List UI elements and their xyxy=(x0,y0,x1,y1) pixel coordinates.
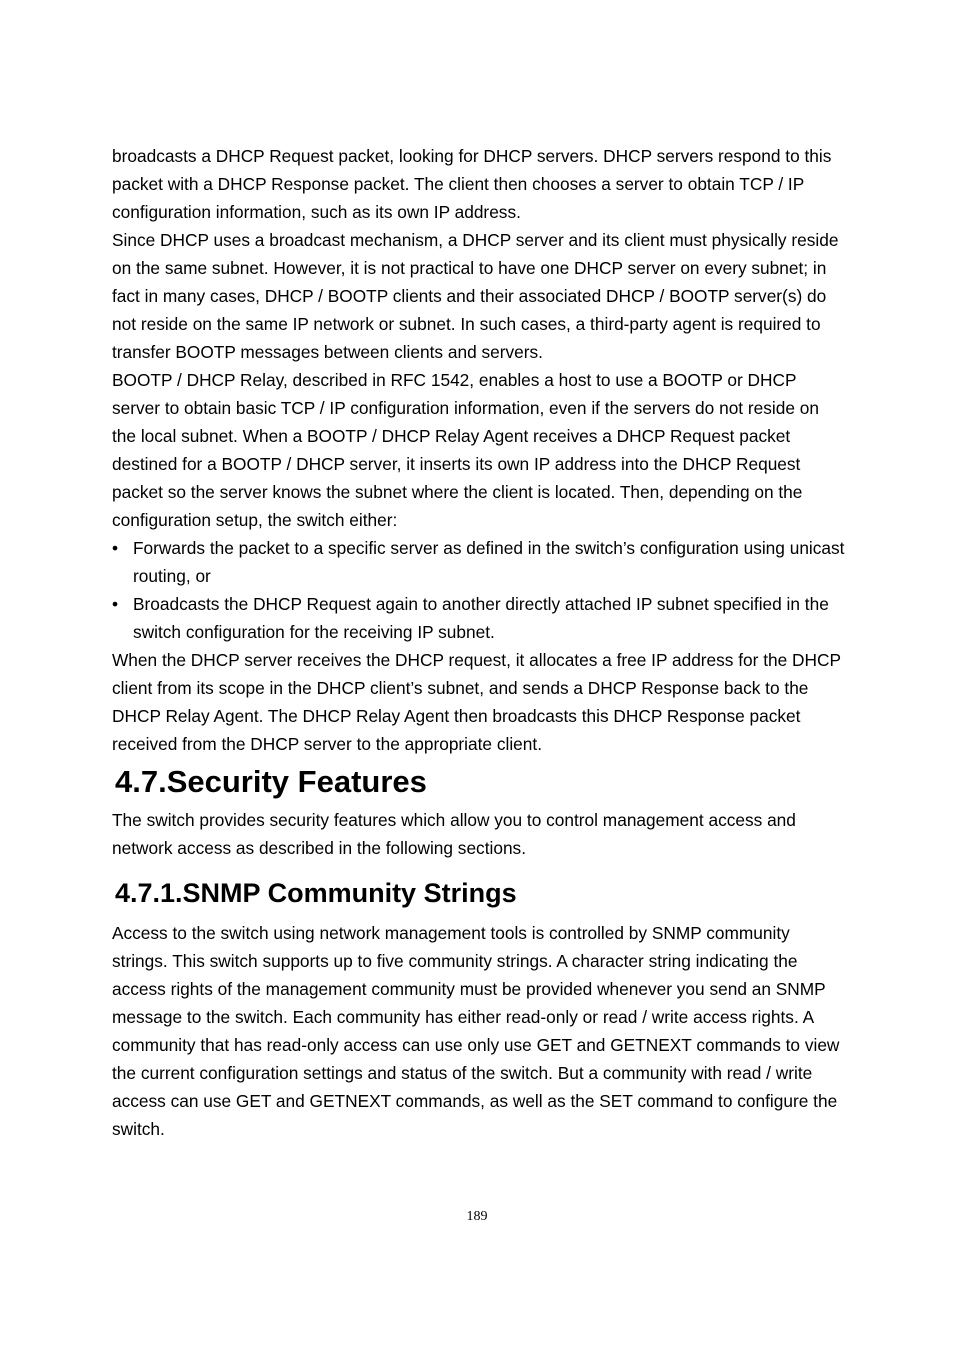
document-page xyxy=(112,142,847,1143)
bullet-list xyxy=(112,534,847,646)
page-number: 189 xyxy=(466,1209,488,1224)
bullet-icon: • xyxy=(112,594,119,614)
list-item xyxy=(112,534,847,590)
list-item-text: Forwards the packet to a specific server as defined in the switch’s configuration using unicast routing, or xyxy=(133,538,845,586)
bullet-icon: • xyxy=(112,538,119,558)
subsection-text: Access to the switch using network management tools is controlled by SNMP community strings. This switch supports up to five community strings. A character string indicating the access rights of the management community must be provided whenever you send an SNMP message to the switch. Each community has either read-only or read / write access rights. A community that has read-only access can use only use GET and GETNEXT commands to view the current configuration settings and status of the switch. But a community with read / write access can use GET and GETNEXT commands, as well as the SET command to configure the switch. xyxy=(112,923,840,1139)
paragraph-dhcp-response: When the DHCP server receives the DHCP request, it allocates a free IP address for the DHCP client from its scope in the DHCP client’s subnet, and sends a DHCP Response back to the DHCP Relay Agent. The DHCP Relay Agent then broadcasts this DHCP Response packet received from the DHCP server to the appropriate client. xyxy=(112,650,841,754)
paragraph-bootp-relay: BOOTP / DHCP Relay, described in RFC 1542, enables a host to use a BOOTP or DHCP server to obtain basic TCP / IP configuration information, even if the servers do not reside on the local subnet. When a BOOTP / DHCP Relay Agent receives a DHCP Request packet destined for a BOOTP / DHCP server, it inserts its own IP address into the DHCP Request packet so the server knows the subnet where the client is located. Then, depending on the configuration setup, the switch either: xyxy=(112,370,819,530)
list-item-text: Broadcasts the DHCP Request again to another directly attached IP subnet specified in the switch configuration for the receiving IP subnet. xyxy=(133,594,829,642)
paragraph-dhcp-request: broadcasts a DHCP Request packet, looking for DHCP servers. DHCP servers respond to this packet with a DHCP Response packet. The client then chooses a server to obtain TCP / IP configuration information, such as its own IP address. xyxy=(112,146,832,222)
section-heading: 4.7.Security Features xyxy=(115,764,427,799)
list-item xyxy=(112,590,847,646)
section-intro: The switch provides security features which allow you to control management access and network access as described in the following sections. xyxy=(112,810,796,858)
paragraph-dhcp-broadcast: Since DHCP uses a broadcast mechanism, a DHCP server and its client must physically reside on the same subnet. However, it is not practical to have one DHCP server on every subnet; in fact in many cases, DHCP / BOOTP clients and their associated DHCP / BOOTP server(s) do not reside on the same IP network or subnet. In such cases, a third-party agent is required to transfer BOOTP messages between clients and servers. xyxy=(112,230,839,362)
subsection-heading: 4.7.1.SNMP Community Strings xyxy=(115,878,517,908)
